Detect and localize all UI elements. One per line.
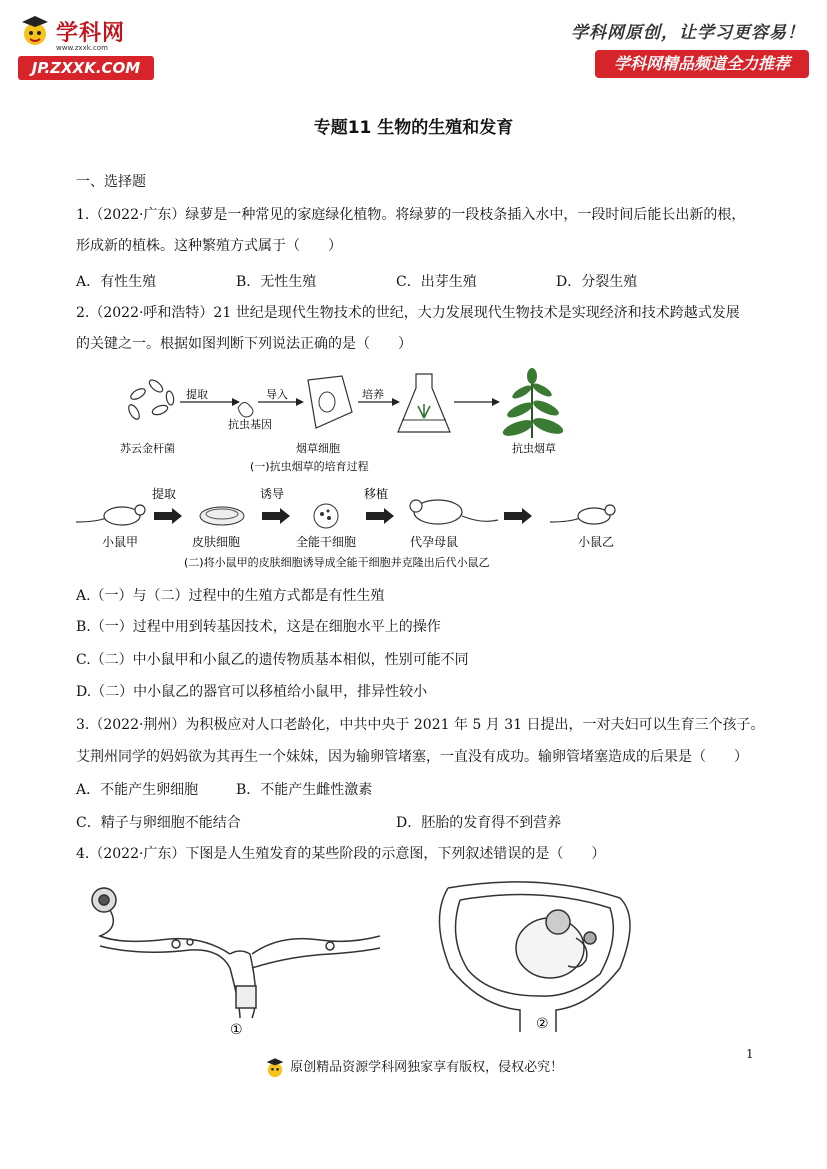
section-heading: 一、选择题 [76,174,146,190]
tobacco-cell-drawing [308,376,352,428]
bacteria-drawing [127,378,175,421]
q3-option-d[interactable]: D．胚胎的发育得不到营养 [396,815,562,831]
q3-option-c[interactable]: C．精子与卵细胞不能结合 [76,815,241,831]
mascot-icon [264,1057,286,1079]
block-arrow-4 [504,508,532,524]
fig1-step2: 导入 [266,388,288,401]
q1-option-d[interactable]: D．分裂生殖 [556,274,638,290]
q2-option-d[interactable]: D.（二）中小鼠乙的器官可以移植给小鼠甲，排异性较小 [76,684,428,700]
figure-reproduction [80,878,640,1038]
fig2-mother-label: 代孕母鼠 [410,535,459,549]
figure-label-1: ① [230,1022,243,1038]
q1-option-a[interactable]: A．有性生殖 [76,274,157,290]
fetus-diagram [439,882,630,1032]
fig1-gene-label: 抗虫基因 [228,418,272,431]
mascot-icon [18,14,52,48]
q1-option-c[interactable]: C．出芽生殖 [396,274,477,290]
fig1-step1: 提取 [186,388,208,401]
flask-drawing [398,374,450,432]
q2-line1: 2.（2022·呼和浩特）21 世纪是现代生物技术的世纪，大力发展现代生物技术是实现经济和技术跨越式发展 [76,305,740,321]
fig1-plant-label: 抗虫烟草 [512,442,556,455]
fig1-caption: (一)抗虫烟草的培育过程 [250,460,369,473]
slogan: 学科网原创，让学习更容易！ [571,23,805,43]
fig1-step3: 培养 [362,388,384,401]
mother-mouse-drawing [410,500,498,524]
fig2-skin-label: 皮肤细胞 [192,535,241,549]
figure-mouse-cloning [76,478,636,574]
q3-line1: 3.（2022·荆州）为积极应对人口老龄化，中共中央于 2021 年 5 月 31 日提出，一对夫妇可以生育三个孩子。 [76,717,765,733]
fig2-step3: 移植 [364,487,389,501]
q1-line1: 1.（2022·广东）绿萝是一种常见的家庭绿化植物。将绿萝的一段枝条插入水中，一段时间后能长出新的根， [76,207,746,223]
q2-option-c[interactable]: C.（二）中小鼠甲和小鼠乙的遗传物质基本相似，性别可能不同 [76,652,469,668]
q1-option-b[interactable]: B．无性生殖 [236,274,317,290]
block-arrow-2 [262,508,290,524]
footer [0,1056,827,1079]
logo[interactable] [18,14,158,84]
copyright-text: 原创精品资源学科网独家享有版权，侵权必究！ [290,1060,564,1075]
site-badge[interactable]: JP.ZXXK.COM [18,56,154,80]
fig1-cell-label: 烟草细胞 [296,442,340,455]
q3-line2: 艾荆州同学的妈妈欲为其再生一个妹妹，因为输卵管堵塞，一直没有成功。输卵管堵塞造成的后果是（ ） [76,749,748,765]
fig2-step1: 提取 [152,487,177,501]
q3-option-a[interactable]: A．不能产生卵细胞 [76,782,199,798]
figure-tobacco-process [120,368,600,476]
fig2-stem-label: 全能干细胞 [296,535,357,549]
gene-drawing [238,402,253,417]
fig2-mouse-a-label: 小鼠甲 [102,535,139,549]
fig2-mouse-b-label: 小鼠乙 [578,535,615,549]
mouse-b-drawing [550,505,615,524]
fig2-step2: 诱导 [260,487,285,501]
logo-text: 学科网 [56,21,126,46]
q2-option-b[interactable]: B.（一）过程中用到转基因技术，这是在细胞水平上的操作 [76,619,441,635]
q2-line2: 的关键之一。根据如图判断下列说法正确的是（ ） [76,336,412,352]
block-arrow-3 [366,508,394,524]
q1-line2: 形成新的植株。这种繁殖方式属于（ ） [76,238,342,254]
logo-url: www.zxxk.com [56,44,108,52]
tobacco-plant-drawing [501,368,565,439]
q2-option-a[interactable]: A.（一）与（二）过程中的生殖方式都是有性生殖 [76,588,385,604]
page-number: 1 [746,1047,754,1061]
fig2-caption: (二)将小鼠甲的皮肤细胞诱导成全能干细胞并克隆出后代小鼠乙 [184,556,490,569]
mouse-a-drawing [76,505,145,525]
page-title: 专题11 生物的生殖和发育 [313,118,514,138]
figure-label-2: ② [536,1016,549,1032]
block-arrow-1 [154,508,182,524]
stem-cell-drawing [314,504,338,528]
fig1-bacteria-label: 苏云金杆菌 [120,442,175,455]
q3-option-b[interactable]: B．不能产生雌性激素 [236,782,373,798]
q4-line1: 4.（2022·广东）下图是人生殖发育的某些阶段的示意图，下列叙述错误的是（ ） [76,846,606,862]
uterus-diagram [92,888,380,1018]
channel-banner[interactable]: 学科网精品频道全力推荐 [595,50,809,78]
